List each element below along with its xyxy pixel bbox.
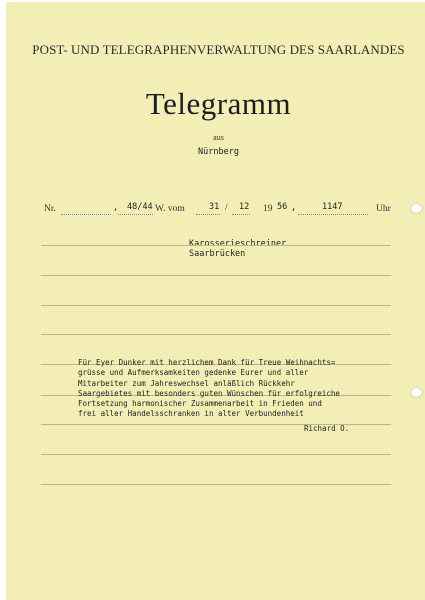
ruled-line — [41, 245, 391, 246]
origin-city: Nürnberg — [198, 147, 239, 157]
uhr-label: Uhr — [376, 204, 391, 214]
punch-hole — [410, 203, 423, 214]
form-title: Telegramm — [145, 86, 292, 121]
signature: Richard O. — [304, 424, 350, 433]
ruled-line — [41, 454, 391, 455]
time: 1147 — [322, 202, 343, 212]
time-dotted-line — [298, 214, 368, 215]
ruled-line — [41, 275, 391, 276]
nr-dotted-line — [61, 214, 111, 215]
recipient-line-1: Karosserieschreiner — [189, 239, 287, 249]
comma-mark-2: , — [291, 203, 297, 213]
message-body — [78, 358, 418, 420]
message-line: grüsse und Aufmerksamkeiten gedenke Eurer und aller — [78, 368, 309, 378]
message-line: Für Eyer Dunker mit herzlichem Dank für Treue Weihnachts= — [78, 358, 336, 367]
punch-hole — [410, 387, 423, 398]
number-dotted-line — [118, 214, 153, 215]
telegram-number: 48/44 — [127, 202, 153, 212]
ruled-line — [41, 305, 391, 306]
ruled-line — [41, 484, 391, 485]
year-prefix: 19 — [263, 204, 273, 214]
month-dotted-line — [232, 214, 250, 215]
date-day: 31 — [209, 202, 220, 212]
organization-header: POST- UND TELEGRAPHENVERWALTUNG DES SAARLANDES — [32, 42, 405, 57]
w-vom-label: W. vom — [155, 204, 185, 214]
message-line: Saargebietes mit besonders guten Wünschen für erfolgreiche — [78, 388, 340, 398]
ruled-line — [41, 334, 391, 335]
year-suffix: 56 — [277, 202, 288, 212]
comma-mark: , — [113, 203, 119, 213]
day-dotted-line — [196, 214, 220, 215]
message-line: Mitarbeiter zum Jahreswechsel anläßlich Rückkehr — [78, 378, 295, 388]
date-month: 12 — [239, 202, 250, 212]
nr-label: Nr. — [44, 204, 56, 214]
message-line: frei aller Handelsschranken in alter Verbundenheit — [78, 409, 304, 419]
aus-label: aus — [213, 133, 224, 142]
date-slash: / — [225, 203, 228, 213]
recipient-line-2: Saarbrücken — [189, 249, 246, 259]
message-line: Fortsetzung harmonischer Zusammenarbeit in Frieden und — [78, 399, 322, 409]
